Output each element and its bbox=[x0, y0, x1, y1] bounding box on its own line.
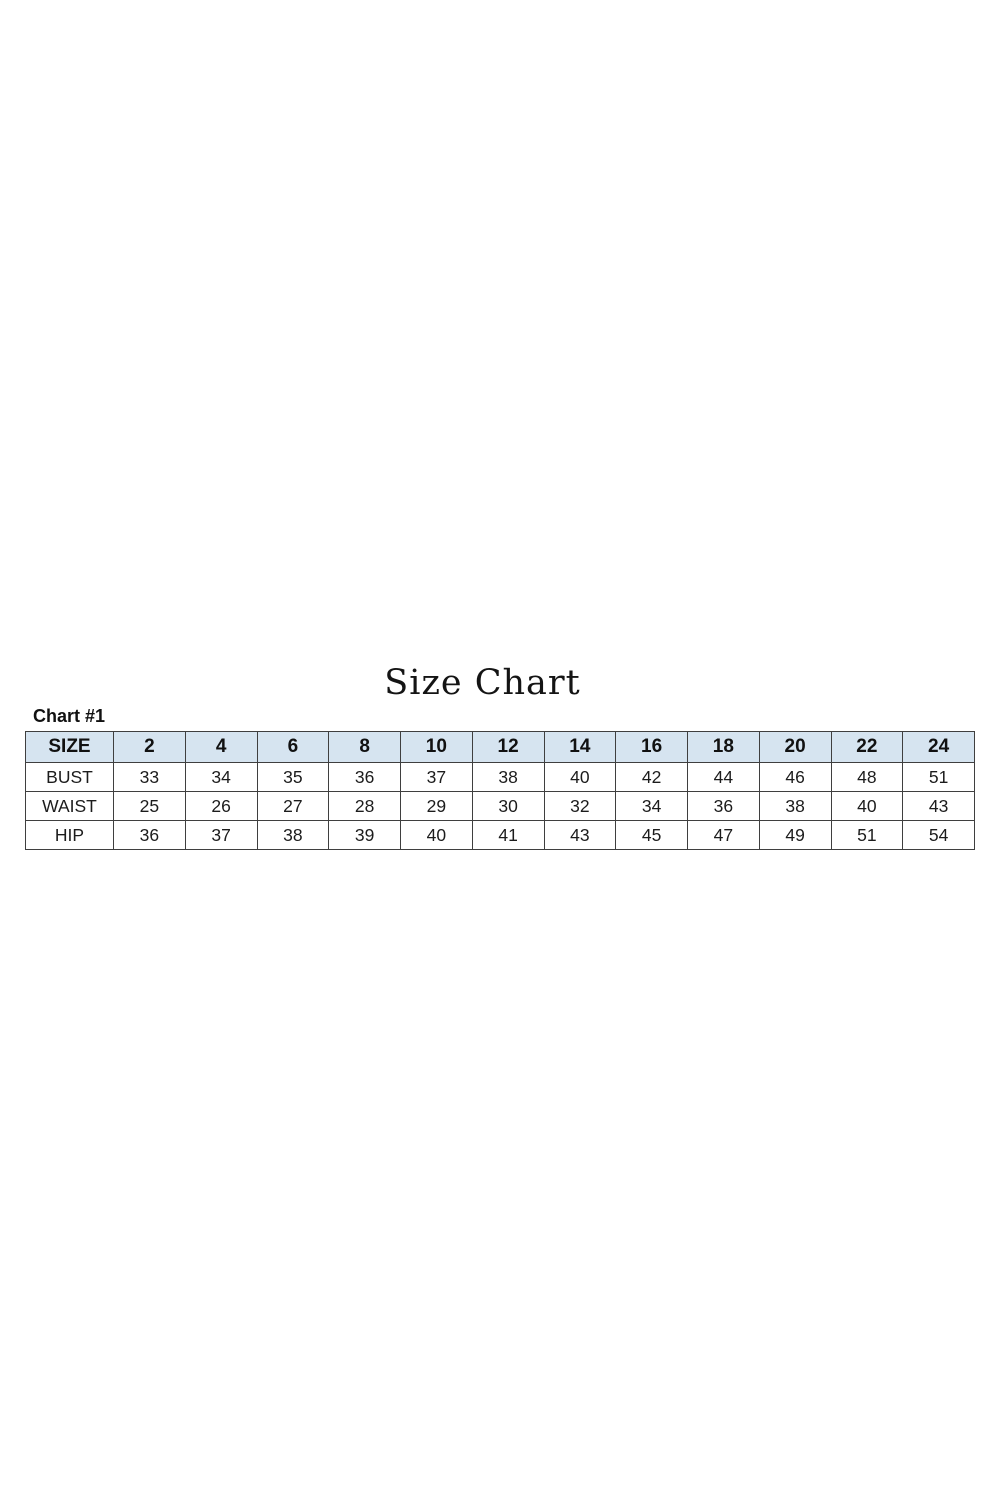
measurement-cell: 38 bbox=[472, 763, 544, 792]
measurement-cell: 40 bbox=[401, 821, 473, 850]
measurement-cell: 25 bbox=[114, 792, 186, 821]
measurement-cell: 34 bbox=[616, 792, 688, 821]
size-column-header: 2 bbox=[114, 732, 186, 763]
size-column-header: 4 bbox=[185, 732, 257, 763]
size-column-header: 12 bbox=[472, 732, 544, 763]
size-column-header: 8 bbox=[329, 732, 401, 763]
row-label: WAIST bbox=[26, 792, 114, 821]
measurement-cell: 28 bbox=[329, 792, 401, 821]
size-column-header: 16 bbox=[616, 732, 688, 763]
measurement-cell: 37 bbox=[401, 763, 473, 792]
size-column-header: 22 bbox=[831, 732, 903, 763]
measurement-cell: 51 bbox=[831, 821, 903, 850]
measurement-cell: 44 bbox=[688, 763, 760, 792]
measurement-cell: 43 bbox=[544, 821, 616, 850]
measurement-cell: 36 bbox=[688, 792, 760, 821]
measurement-cell: 45 bbox=[616, 821, 688, 850]
size-column-header: 6 bbox=[257, 732, 329, 763]
table-row bbox=[26, 763, 975, 792]
measurement-cell: 36 bbox=[329, 763, 401, 792]
measurement-cell: 46 bbox=[759, 763, 831, 792]
chart-number-label: Chart #1 bbox=[33, 706, 106, 726]
table-row bbox=[26, 792, 975, 821]
page-title: Size Chart bbox=[384, 663, 581, 703]
size-column-header: 18 bbox=[688, 732, 760, 763]
measurement-cell: 38 bbox=[257, 821, 329, 850]
measurement-cell: 34 bbox=[185, 763, 257, 792]
measurement-cell: 26 bbox=[185, 792, 257, 821]
table-row bbox=[26, 821, 975, 850]
table-body bbox=[26, 763, 975, 850]
measurement-cell: 35 bbox=[257, 763, 329, 792]
size-chart-table bbox=[25, 731, 975, 850]
measurement-cell: 39 bbox=[329, 821, 401, 850]
measurement-cell: 48 bbox=[831, 763, 903, 792]
measurement-cell: 43 bbox=[903, 792, 975, 821]
measurement-cell: 32 bbox=[544, 792, 616, 821]
table-header-row bbox=[26, 732, 975, 763]
size-column-header: 14 bbox=[544, 732, 616, 763]
size-column-header: 10 bbox=[401, 732, 473, 763]
size-column-header: 20 bbox=[759, 732, 831, 763]
measurement-cell: 40 bbox=[544, 763, 616, 792]
measurement-cell: 27 bbox=[257, 792, 329, 821]
measurement-cell: 33 bbox=[114, 763, 186, 792]
measurement-cell: 41 bbox=[472, 821, 544, 850]
measurement-cell: 36 bbox=[114, 821, 186, 850]
measurement-cell: 30 bbox=[472, 792, 544, 821]
measurement-cell: 47 bbox=[688, 821, 760, 850]
measurement-cell: 51 bbox=[903, 763, 975, 792]
measurement-cell: 38 bbox=[759, 792, 831, 821]
measurement-cell: 37 bbox=[185, 821, 257, 850]
measurement-cell: 49 bbox=[759, 821, 831, 850]
row-label: HIP bbox=[26, 821, 114, 850]
table-header bbox=[26, 732, 975, 763]
size-column-header: 24 bbox=[903, 732, 975, 763]
measurement-cell: 40 bbox=[831, 792, 903, 821]
row-label: BUST bbox=[26, 763, 114, 792]
measurement-cell: 54 bbox=[903, 821, 975, 850]
size-header-cell: SIZE bbox=[26, 732, 114, 763]
measurement-cell: 29 bbox=[401, 792, 473, 821]
measurement-cell: 42 bbox=[616, 763, 688, 792]
